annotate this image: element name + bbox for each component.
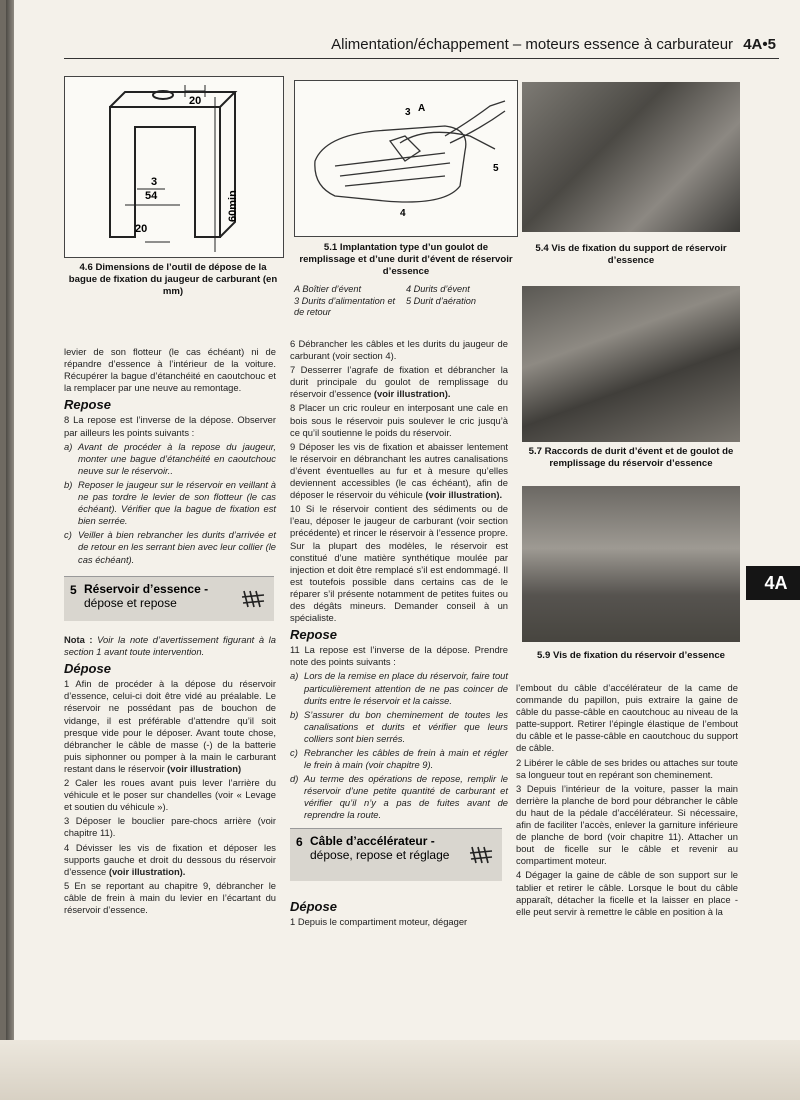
column-3 [516,682,738,920]
difficulty-icon [468,841,494,869]
c3-step-4: 4 Dégager la gaine de câble de son support sur le tablier et retirer le câble. Lorsque le bout du câble apparaît, détacher la ficelle et la laisser en place - elle peut servir à remettre le câble en position à la [516,869,738,917]
legend-A: A Boîtier d’évent [294,284,362,294]
page [6,0,800,1100]
c1-step-2: 2 Caler les roues avant puis lever l’arrière du véhicule et le poser sur chandelles (voir « Levage et soutien du véhicule »). [64,777,276,813]
figure-4-6-caption: 4.6 Dimensions de l’outil de dépose de la bague de fixation du jaugeur de carburant (en mm) [68,262,278,297]
photo-5-4 [522,82,740,232]
section-6-number: 6 [296,835,303,849]
c2-step-7-ref: (voir illustration). [373,388,451,400]
c1-step-4: 4 Dévisser les vis de fixation et déposer les supports gauche et droit du dessous du réservoir d’essence [64,841,276,877]
section-5-number: 5 [70,583,77,597]
c2-step-10: 10 Si le réservoir contient des sédiments ou de l’eau, déposer le jaugeur de carburant (voir section précédente) et rincer le réservoir à l’essence propre. Sur la plupart des modèles, le réservoir est constitué d’une matière synthétique moulée par injection et doit être remplacé s’il est endommagé. Il est toutefois possible dans certains cas de le réparer s’il présente notamment de petites fuites ou des dégâts mineurs. Demander conseil à un spécialiste. [290,503,508,624]
c1-para1: levier de son flotteur (le cas échéant) ni de répandre d’essence à l’intérieur de la voiture. Récupérer la bague d’étanchéité en caoutchouc et la remplacer par une neuve au remontage. [64,346,276,394]
fig51-legend-left [294,284,404,319]
dim-20-bottom: 20 [135,223,148,235]
callout-4: 4 [400,208,406,219]
section-6-subtitle: dépose, repose et réglage [310,848,450,862]
c1-step-5: 5 En se reportant au chapitre 9, débrancher le câble de frein à main du levier en l’écartant du réservoir d’essence. [64,879,276,915]
c2-repose-heading: Repose [290,627,337,643]
chapter-tab: 4A [746,566,800,600]
c1-step-1-ref: (voir illustration) [167,762,242,774]
c1-step-3: 3 Déposer le bouclier pare-chocs arrière (voir chapitre 11). [64,815,276,839]
c1-step-1: 1 Afin de procéder à la dépose du réservoir d’essence, celui-ci doit être vidé au préalable. Le réservoir ne possédant pas de bouchon de vidange, il est préférable d’attendre qu’il soit presque vide pour le déposer. Avant toute chose, débrancher le câble de masse (-) de la batterie puis siphonner ou pomper à la main le carburant restant dans le réservoir [64,678,276,774]
photo-5-7 [522,286,740,442]
column-1-bottom [64,634,276,918]
c2-step-9: 9 Déposer les vis de fixation et abaisser lentement le réservoir en débranchant les autres canalisations d’évent éventuelles au fur et à mesure qu’elles deviennent accessibles (le cas échéant), afin de déposer le réservoir du véhicule [290,440,508,501]
section-5-header [64,576,274,621]
c3-step-3: 3 Depuis l’intérieur de la voiture, passer la main derrière la planche de bord pour débrancher le câble du haut de la pédale d’accélérateur. Si nécessaire, afin de faciliter l’accès, enlever la garniture inférieure de planche de bord (voir chapitre 11). Attacher un bout de ficelle sur le câble et revenir au compartiment moteur. [516,782,738,867]
c1-step-4-ref: (voir illustration). [108,865,186,877]
column-2-top [290,338,508,824]
c1-list-item: b) Reposer le jaugeur sur le réservoir en veillant à ne pas tordre le levier de son flotteur (le cas échéant). Vérifier que la bague de fixation est bien serrée. [64,478,276,527]
tool-diagram [65,77,283,257]
section-6-title: Câble d’accélérateur - [310,834,435,848]
column-2-bottom [290,896,508,930]
fuel-tank-diagram [295,81,517,236]
c1-note: Voir la note d’avertissement figurant à la section 1 avant toute intervention. [64,634,276,658]
column-1-top [64,346,276,568]
c2-list-item: a) Lors de la remise en place du réservoir, faire tout particulièrement attention de ne pas coincer de durits entre le réservoir et la caisse. [290,670,508,706]
running-header [306,36,776,53]
c3-para1: l’embout du câble d’accélérateur de la came de commande du papillon, puis extraire la gaine de câble du passe-câble en caoutchouc au niveau de la patte-support. Retirer l’épingle élastique de l’embout du câble et le passe-câble en caoutchouc du support de câble. [516,682,738,754]
photo-5-9-caption: 5.9 Vis de fixation du réservoir d’essence [536,650,726,661]
dim-60min: 60min [227,190,239,222]
page-bottom-edge [0,1040,800,1100]
header-rule [64,58,779,59]
c1-list-item: c) Veiller à bien rebrancher les durits d’arrivée et de retour en les serrant bien avec leur collier (le cas échéant). [64,529,277,565]
c2-step-9-ref: (voir illustration). [425,489,503,501]
photo-5-4-caption: 5.4 Vis de fixation du support de réservoir d’essence [535,243,727,266]
section-6-header [290,828,502,881]
c3-step-2: 2 Libérer le câble de ses brides ou attaches sur toute sa longueur tout en repérant son cheminement. [516,756,738,780]
difficulty-icon [240,585,266,613]
c2-list-item: d) Au terme des opérations de repose, remplir le réservoir d’une petite quantité de carburant et vérifier qu’il n’y a pas de fuites avant de reprendre la route. [290,773,508,821]
header-title: Alimentation/échappement – moteurs essence à carburateur [331,36,734,53]
figure-5-1-caption: 5.1 Implantation type d’un goulot de remplissage et d’une durit d’évent de réservoir d’essence [299,242,513,277]
legend-5: 5 Durit d’aération [406,295,476,306]
callout-A: A [418,103,426,114]
photo-5-7-caption: 5.7 Raccords de durit d’évent et de goulot de remplissage du réservoir d’essence [528,446,734,469]
c1-step-8: 8 La repose est l’inverse de la dépose. Observer par ailleurs les points suivants : [64,414,276,438]
c1-note-label: Nota : [64,634,93,645]
dim-54: 54 [145,190,158,202]
c2-step-11: 11 La repose est l’inverse de la dépose. Prendre note des points suivants : [290,644,508,668]
c2-list-item: c) Rebrancher les câbles de frein à main et régler le frein à main (voir chapitre 9). [290,747,508,771]
dim-20-top: 20 [189,95,202,107]
figure-5-1 [294,80,518,237]
c2-list-item: b) S’assurer du bon cheminement de toutes les canalisations et durits et vérifier que leurs colliers sont bien serrés. [290,708,508,744]
dim-3: 3 [151,176,158,188]
c2-step-8: 8 Placer un cric rouleur en interposant une cale en bois sous le réservoir puis soulever le cric jusqu’à ce qu’il soutienne le poids du réservoir. [290,402,508,438]
c1-repose-heading: Repose [64,397,111,413]
c2-depose-heading: Dépose [290,899,337,914]
fig51-legend-right [406,284,518,307]
figure-4-6 [64,76,284,258]
c2-step-6: 6 Débrancher les câbles et les durits du jaugeur de carburant (voir section 4). [290,338,508,362]
c2-step-7: 7 Desserrer l’agrafe de fixation et débrancher la durit principale du goulot de remplissage du réservoir d’essence [290,364,508,400]
header-page-number: 4A•5 [743,36,776,53]
section-5-subtitle: dépose et repose [84,596,177,610]
photo-5-9 [522,486,740,642]
legend-4: 4 Durits d’évent [406,284,470,294]
legend-3: 3 Durits d’alimentation et de retour [294,295,396,317]
callout-5: 5 [493,163,499,174]
callout-3: 3 [405,107,411,118]
section-5-title: Réservoir d’essence - [84,582,209,596]
c1-depose-heading: Dépose [64,661,111,677]
c2-step-1: 1 Depuis le compartiment moteur, dégager [290,916,468,928]
page-binding [6,0,14,1100]
c1-list-item: a) Avant de procéder à la repose du jaugeur, monter une bague d’étanchéité en caoutchouc neuve sur le réservoir.. [64,440,276,476]
